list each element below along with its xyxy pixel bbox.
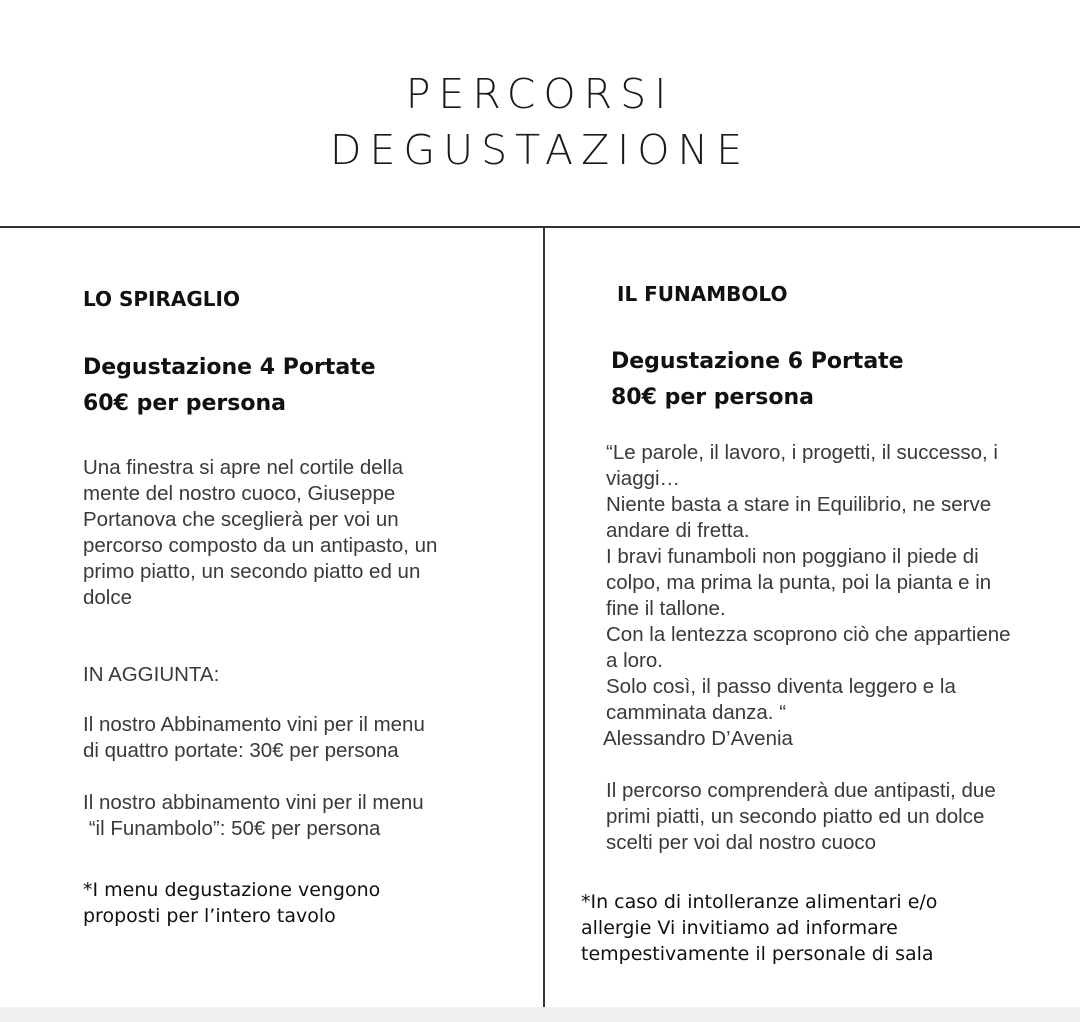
vertical-divider — [543, 227, 545, 1007]
left-wine-pairing-four: Il nostro Abbinamento vini per il menu di quattro portate: 30€ per persona — [83, 713, 425, 762]
left-course-count: Degustazione 4 Portate — [83, 355, 376, 380]
left-price: 60€ per persona — [83, 391, 286, 416]
left-table-note: *I menu degustazione vengono proposti per l’intero tavolo — [83, 879, 381, 927]
left-menu-heading: LO SPIRAGLIO — [83, 287, 240, 311]
right-price: 80€ per persona — [611, 385, 814, 410]
left-wine-pairing-funambolo: Il nostro abbinamento vini per il menu “il Funambolo”: 50€ per persona — [83, 791, 424, 840]
right-menu-description: Il percorso comprenderà due antipasti, due primi piatti, un secondo piatto ed un dolce scelti per voi dal nostro cuoco — [606, 779, 996, 854]
left-menu-description: Una finestra si apre nel cortile della mente del nostro cuoco, Giuseppe Portanova che sceglierà per voi un percorso composto da un antipasto, un primo piatto, un secondo piatto ed un dolce — [83, 456, 438, 609]
title-line-2: DEGUSTAZIONE — [329, 126, 751, 174]
bottom-strip — [0, 1007, 1080, 1022]
horizontal-divider — [0, 226, 1080, 228]
right-quote-author: Alessandro D’Avenia — [603, 727, 793, 750]
right-quote: “Le parole, il lavoro, i progetti, il successo, i viaggi… Niente basta a stare in Equilibrio, ne serve andare di fretta. I bravi funamboli non poggiano il piede di colpo, ma prima la punta, poi la pianta e in fine il tallone. Con la lentezza scoprono ciò che appartiene a loro. Solo così, il passo diventa leggero e la camminata danza. “ — [606, 441, 1011, 724]
title-line-1: PERCORSI — [405, 70, 675, 118]
right-course-count: Degustazione 6 Portate — [611, 349, 904, 374]
left-extra-label: IN AGGIUNTA: — [83, 663, 220, 686]
right-menu-heading: IL FUNAMBOLO — [617, 282, 788, 306]
right-allergy-note: *In caso di intolleranze alimentari e/o allergie Vi invitiamo ad informare tempestivamente il personale di sala — [581, 891, 938, 965]
